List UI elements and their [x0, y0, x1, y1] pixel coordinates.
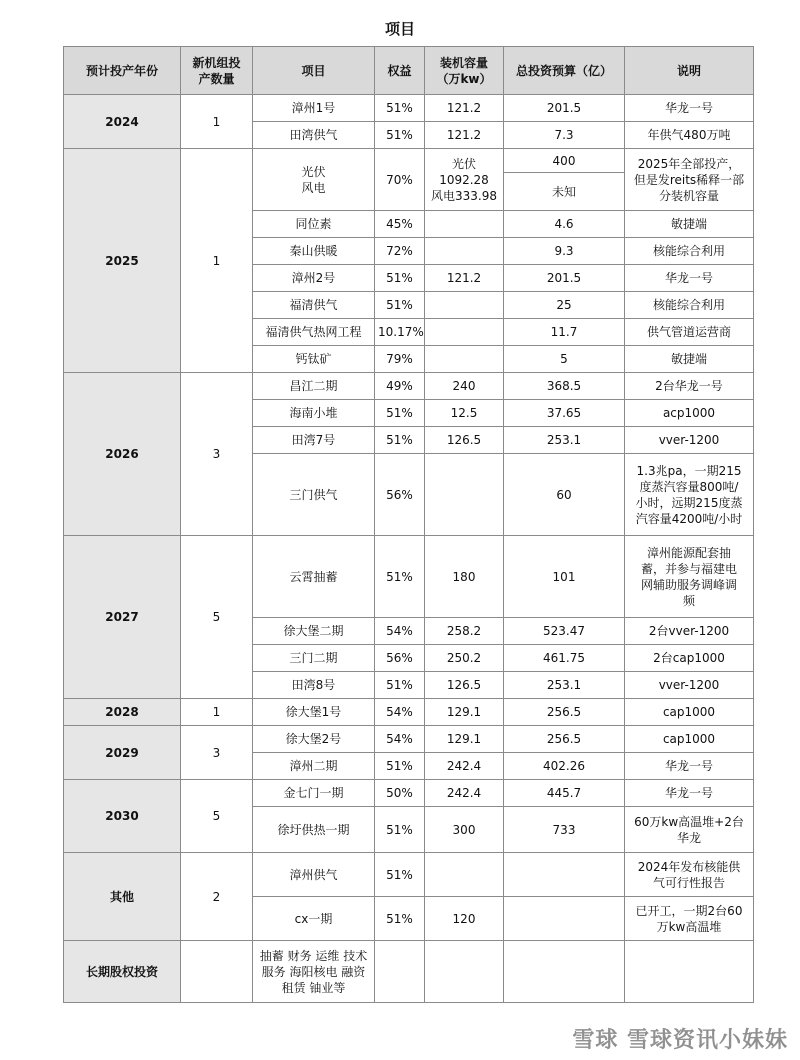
capacity-cell: 120: [425, 897, 504, 941]
header-count: 新机组投 产数量: [181, 47, 253, 95]
project-cell: 漳州2号: [253, 265, 375, 292]
count-cell: 1: [181, 149, 253, 373]
capacity-cell: 240: [425, 373, 504, 400]
budget-cell: 402.26: [504, 753, 625, 780]
equity-cell: 51%: [375, 672, 425, 699]
budget-cell: 4.6: [504, 211, 625, 238]
capacity-cell: [425, 853, 504, 897]
note-cell: cap1000: [625, 726, 754, 753]
note-cell: cap1000: [625, 699, 754, 726]
header-equity: 权益: [375, 47, 425, 95]
equity-cell: 45%: [375, 211, 425, 238]
note-cell: vver-1200: [625, 427, 754, 454]
count-cell: 3: [181, 726, 253, 780]
equity-cell: 51%: [375, 400, 425, 427]
project-cell: 漳州1号: [253, 95, 375, 122]
project-cell: 三门二期: [253, 645, 375, 672]
equity-cell: 56%: [375, 454, 425, 536]
project-cell: cx一期: [253, 897, 375, 941]
equity-cell: 56%: [375, 645, 425, 672]
count-cell: 5: [181, 780, 253, 853]
equity-cell: 51%: [375, 536, 425, 618]
note-cell: 已开工，一期2台60 万kw高温堆: [625, 897, 754, 941]
year-cell: 2025: [64, 149, 181, 373]
table-row: [64, 373, 754, 400]
budget-cell: 368.5: [504, 373, 625, 400]
capacity-cell: 242.4: [425, 753, 504, 780]
capacity-cell: [425, 238, 504, 265]
note-cell: vver-1200: [625, 672, 754, 699]
budget-cell: 60: [504, 454, 625, 536]
note-cell: 供气管道运营商: [625, 319, 754, 346]
equity-cell: 70%: [375, 149, 425, 211]
budget-cell: 37.65: [504, 400, 625, 427]
budget-cell: 253.1: [504, 672, 625, 699]
year-cell: 2027: [64, 536, 181, 699]
note-cell: [625, 941, 754, 1003]
header-row: [64, 47, 754, 95]
count-cell: [181, 941, 253, 1003]
project-cell: 同位素: [253, 211, 375, 238]
note-cell: 核能综合利用: [625, 292, 754, 319]
note-cell: 华龙一号: [625, 95, 754, 122]
capacity-cell: 121.2: [425, 95, 504, 122]
count-cell: 2: [181, 853, 253, 941]
equity-cell: 51%: [375, 427, 425, 454]
equity-cell: 10.17%: [375, 319, 425, 346]
equity-cell: 54%: [375, 699, 425, 726]
budget-cell: 256.5: [504, 726, 625, 753]
capacity-cell: 258.2: [425, 618, 504, 645]
capacity-cell: 242.4: [425, 780, 504, 807]
capacity-cell: 129.1: [425, 699, 504, 726]
project-cell: 抽蓄 财务 运维 技术 服务 海阳核电 融资 租赁 铀业等: [253, 941, 375, 1003]
header-project: 项目: [253, 47, 375, 95]
project-cell: 田湾7号: [253, 427, 375, 454]
page-title: 项目: [384, 20, 415, 38]
note-cell: 年供气480万吨: [625, 122, 754, 149]
capacity-cell: 129.1: [425, 726, 504, 753]
project-cell: 光伏 风电: [253, 149, 375, 211]
table-row: [64, 149, 754, 173]
project-cell: 田湾供气: [253, 122, 375, 149]
project-cell: 漳州供气: [253, 853, 375, 897]
project-cell: 海南小堆: [253, 400, 375, 427]
header-capacity: 装机容量 （万kw）: [425, 47, 504, 95]
note-cell: 2024年发布核能供 气可行性报告: [625, 853, 754, 897]
project-cell: 漳州二期: [253, 753, 375, 780]
equity-cell: 51%: [375, 95, 425, 122]
project-cell: 三门供气: [253, 454, 375, 536]
count-cell: 1: [181, 95, 253, 149]
note-cell: acp1000: [625, 400, 754, 427]
year-cell: 2026: [64, 373, 181, 536]
project-cell: 秦山供暖: [253, 238, 375, 265]
capacity-cell: 126.5: [425, 427, 504, 454]
capacity-cell: 180: [425, 536, 504, 618]
header-budget: 总投资预算（亿）: [504, 47, 625, 95]
budget-cell: 5: [504, 346, 625, 373]
project-cell: 福清供气: [253, 292, 375, 319]
note-cell: 核能综合利用: [625, 238, 754, 265]
equity-cell: 54%: [375, 726, 425, 753]
table-row: [64, 941, 754, 1003]
project-cell: 云霄抽蓄: [253, 536, 375, 618]
note-cell: 2025年全部投产， 但是发reits稀释一部 分装机容量: [625, 149, 754, 211]
equity-cell: 50%: [375, 780, 425, 807]
budget-cell: 201.5: [504, 95, 625, 122]
count-cell: 1: [181, 699, 253, 726]
equity-cell: 79%: [375, 346, 425, 373]
capacity-cell: [425, 211, 504, 238]
budget-cell: 201.5: [504, 265, 625, 292]
note-cell: 2台vver-1200: [625, 618, 754, 645]
budget-cell: 9.3: [504, 238, 625, 265]
budget-cell: 101: [504, 536, 625, 618]
budget-cell: 523.47: [504, 618, 625, 645]
header-note: 说明: [625, 47, 754, 95]
budget-cell: 25: [504, 292, 625, 319]
equity-cell: 51%: [375, 122, 425, 149]
count-cell: 3: [181, 373, 253, 536]
note-cell: 敏捷端: [625, 211, 754, 238]
capacity-cell: [425, 319, 504, 346]
project-cell: 徐大堡二期: [253, 618, 375, 645]
equity-cell: 51%: [375, 853, 425, 897]
budget-cell: 256.5: [504, 699, 625, 726]
capacity-cell: 300: [425, 807, 504, 853]
year-cell: 长期股权投资: [64, 941, 181, 1003]
note-cell: 漳州能源配套抽 蓄，并参与福建电 网辅助服务调峰调 频: [625, 536, 754, 618]
capacity-cell: [425, 941, 504, 1003]
equity-cell: 51%: [375, 807, 425, 853]
capacity-cell: 121.2: [425, 265, 504, 292]
equity-cell: 51%: [375, 265, 425, 292]
year-cell: 2024: [64, 95, 181, 149]
budget-cell: 445.7: [504, 780, 625, 807]
table-row: [64, 726, 754, 753]
table-row: [64, 699, 754, 726]
project-cell: 徐大堡2号: [253, 726, 375, 753]
table-row: [64, 853, 754, 897]
budget-cell: 未知: [504, 173, 625, 211]
budget-cell: 253.1: [504, 427, 625, 454]
count-cell: 5: [181, 536, 253, 699]
capacity-cell: [425, 292, 504, 319]
capacity-cell: 121.2: [425, 122, 504, 149]
project-cell: 田湾8号: [253, 672, 375, 699]
year-cell: 其他: [64, 853, 181, 941]
equity-cell: 51%: [375, 897, 425, 941]
budget-cell: 400: [504, 149, 625, 173]
budget-cell: [504, 897, 625, 941]
capacity-cell: 250.2: [425, 645, 504, 672]
note-cell: 华龙一号: [625, 753, 754, 780]
capacity-cell: 12.5: [425, 400, 504, 427]
note-cell: 1.3兆pa，一期215 度蒸汽容量800吨/ 小时，远期215度蒸 汽容量4200吨/小时: [625, 454, 754, 536]
project-cell: 徐大堡1号: [253, 699, 375, 726]
equity-cell: [375, 941, 425, 1003]
equity-cell: 54%: [375, 618, 425, 645]
watermark: 雪球 雪球资讯小妹妹: [572, 1028, 788, 1053]
table-row: [64, 780, 754, 807]
budget-cell: 7.3: [504, 122, 625, 149]
note-cell: 60万kw高温堆+2台 华龙: [625, 807, 754, 853]
equity-cell: 51%: [375, 753, 425, 780]
project-cell: 钙钛矿: [253, 346, 375, 373]
header-year: 预计投产年份: [64, 47, 181, 95]
table-row: [64, 536, 754, 618]
budget-cell: [504, 853, 625, 897]
equity-cell: 49%: [375, 373, 425, 400]
note-cell: 敏捷端: [625, 346, 754, 373]
note-cell: 华龙一号: [625, 780, 754, 807]
year-cell: 2028: [64, 699, 181, 726]
table-row: [64, 95, 754, 122]
equity-cell: 72%: [375, 238, 425, 265]
capacity-cell: [425, 454, 504, 536]
capacity-cell: [425, 346, 504, 373]
project-cell: 徐圩供热一期: [253, 807, 375, 853]
capacity-cell: 光伏1092.28 风电333.98: [425, 149, 504, 211]
project-cell: 福清供气热网工程: [253, 319, 375, 346]
capacity-cell: 126.5: [425, 672, 504, 699]
budget-cell: 733: [504, 807, 625, 853]
project-table: [63, 46, 754, 1003]
note-cell: 2台华龙一号: [625, 373, 754, 400]
project-cell: 金七门一期: [253, 780, 375, 807]
note-cell: 华龙一号: [625, 265, 754, 292]
budget-cell: [504, 941, 625, 1003]
note-cell: 2台cap1000: [625, 645, 754, 672]
budget-cell: 11.7: [504, 319, 625, 346]
equity-cell: 51%: [375, 292, 425, 319]
year-cell: 2030: [64, 780, 181, 853]
year-cell: 2029: [64, 726, 181, 780]
project-cell: 昌江二期: [253, 373, 375, 400]
budget-cell: 461.75: [504, 645, 625, 672]
